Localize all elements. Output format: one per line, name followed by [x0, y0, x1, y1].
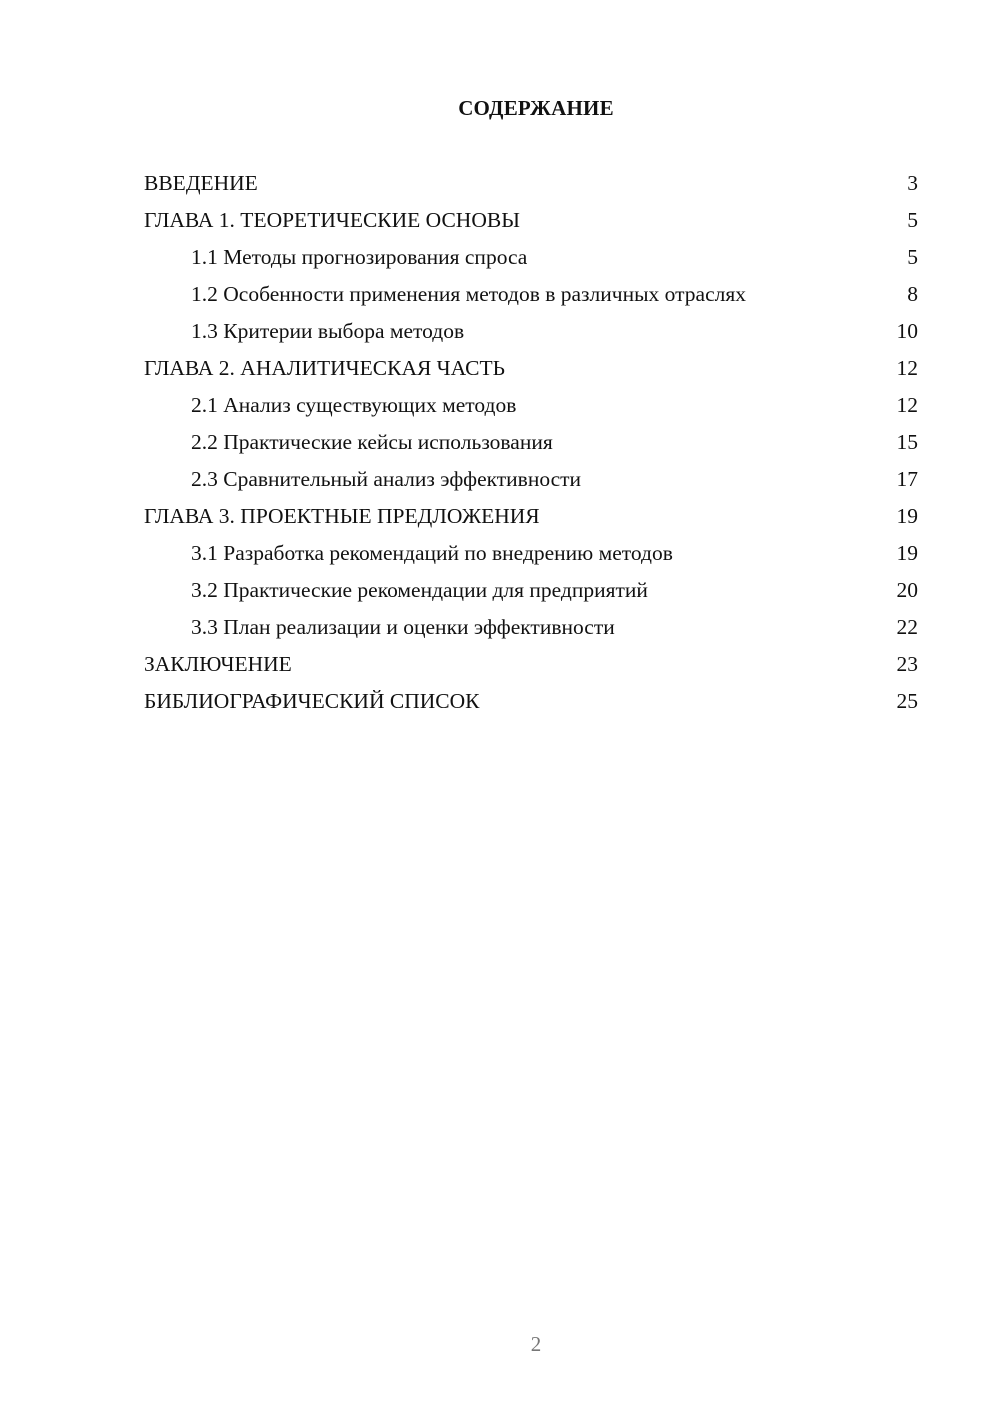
toc-entry-page: 17: [896, 467, 918, 491]
toc-entry-label: 3.3 План реализации и оценки эффективности: [191, 615, 615, 639]
toc-entry-label: 3.1 Разработка рекомендаций по внедрению методов: [191, 541, 673, 565]
toc-entry-section-2-1: [144, 392, 918, 419]
toc-entry-section-1-1: [144, 244, 918, 271]
toc-entry-section-3-2: [144, 577, 918, 604]
toc-entry-label: ВВЕДЕНИЕ: [144, 171, 258, 195]
toc-entry-page: 8: [907, 282, 918, 306]
toc-entry-label: 1.2 Особенности применения методов в различных отраслях: [191, 282, 746, 306]
toc-entry-section-3-1: [144, 540, 918, 567]
toc-entry-section-1-2: [144, 281, 918, 308]
table-of-contents: [144, 170, 918, 725]
toc-entry-label: ГЛАВА 2. АНАЛИТИЧЕСКАЯ ЧАСТЬ: [144, 356, 505, 380]
toc-entry-label: 2.2 Практические кейсы использования: [191, 430, 553, 454]
page-number: 2: [530, 1332, 542, 1356]
toc-entry-page: 5: [907, 245, 918, 269]
toc-entry-page: 5: [907, 208, 918, 232]
toc-entry-page: 19: [896, 504, 918, 528]
toc-entry-page: 12: [896, 393, 918, 417]
toc-entry-label: 1.1 Методы прогнозирования спроса: [191, 245, 528, 269]
toc-entry-section-2-3: [144, 466, 918, 493]
toc-entry-introduction: [144, 170, 918, 197]
toc-entry-page: 23: [896, 652, 918, 676]
toc-entry-label: 2.3 Сравнительный анализ эффективности: [191, 467, 582, 491]
toc-entry-label: 3.2 Практические рекомендации для предприятий: [191, 578, 648, 602]
toc-entry-label: БИБЛИОГРАФИЧЕСКИЙ СПИСОК: [144, 689, 480, 713]
page-title: СОДЕРЖАНИЕ: [458, 96, 614, 120]
toc-entry-conclusion: [144, 651, 918, 678]
toc-entry-page: 22: [896, 615, 918, 639]
toc-entry-page: 12: [896, 356, 918, 380]
toc-entry-chapter-2: [144, 355, 918, 382]
toc-entry-section-3-3: [144, 614, 918, 641]
toc-entry-section-1-3: [144, 318, 918, 345]
toc-entry-page: 19: [896, 541, 918, 565]
toc-entry-label: ЗАКЛЮЧЕНИЕ: [144, 652, 292, 676]
toc-entry-page: 10: [896, 319, 918, 343]
toc-entry-label: 1.3 Критерии выбора методов: [191, 319, 465, 343]
toc-entry-section-2-2: [144, 429, 918, 456]
toc-entry-page: 3: [907, 171, 918, 195]
toc-entry-label: ГЛАВА 1. ТЕОРЕТИЧЕСКИЕ ОСНОВЫ: [144, 208, 520, 232]
toc-entry-chapter-1: [144, 207, 918, 234]
toc-entry-page: 15: [896, 430, 918, 454]
toc-entry-label: 2.1 Анализ существующих методов: [191, 393, 517, 417]
toc-entry-page: 25: [896, 689, 918, 713]
toc-entry-label: ГЛАВА 3. ПРОЕКТНЫЕ ПРЕДЛОЖЕНИЯ: [144, 504, 540, 528]
toc-entry-bibliography: [144, 688, 918, 715]
toc-entry-chapter-3: [144, 503, 918, 530]
toc-entry-page: 20: [896, 578, 918, 602]
